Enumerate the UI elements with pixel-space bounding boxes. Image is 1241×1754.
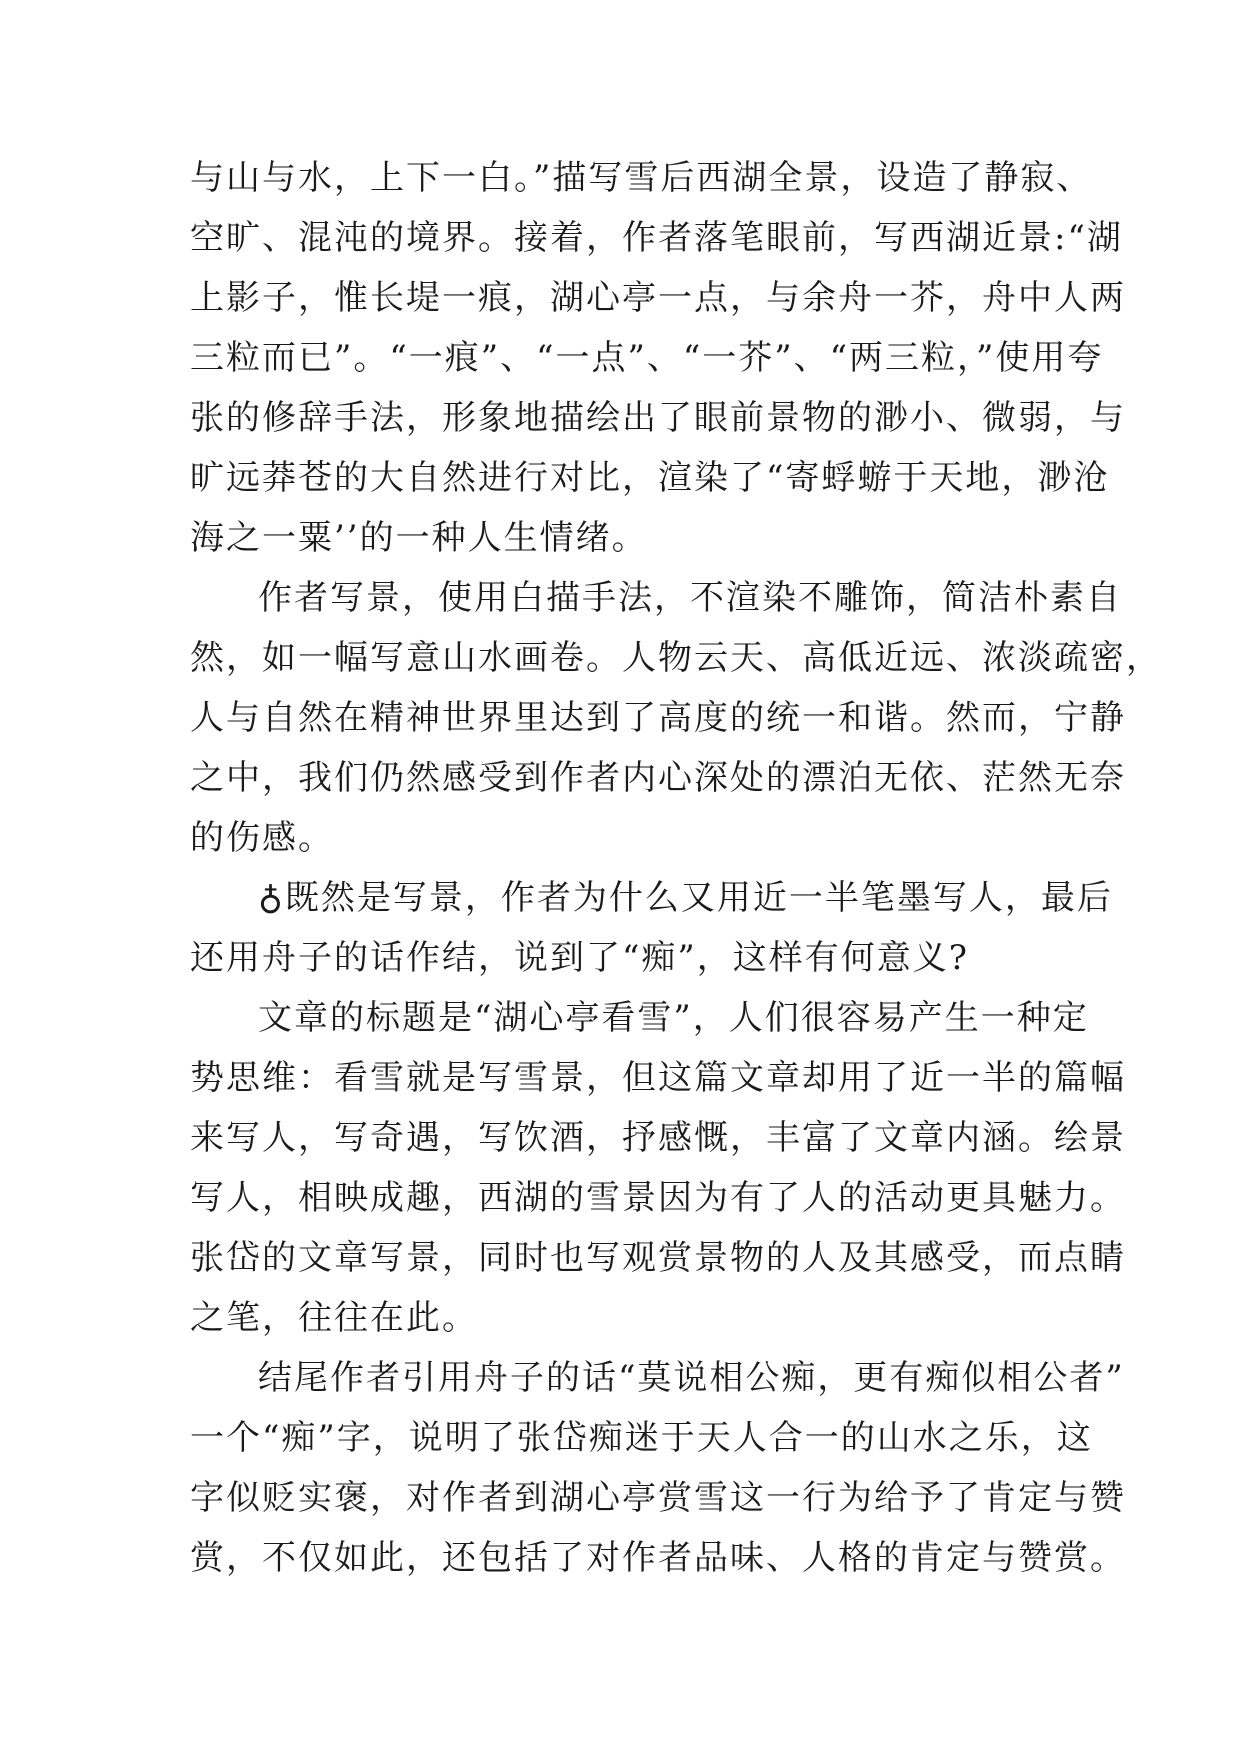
paragraph-first-line: 结尾作者引用舟子的话“莫说相公痴，更有痴似相公者” [258, 1358, 1125, 1398]
text-line: 来写人，写奇遇，写饮酒，抒感慨，丰富了文章内涵。绘景 [190, 1118, 1126, 1158]
article-body [190, 148, 1162, 1588]
text-line: 人与自然在精神世界里达到了高度的统一和谐。然而，宁静 [190, 698, 1126, 738]
text-line: 空旷、混沌的境界。接着，作者落笔眼前，写西湖近景:“湖 [190, 218, 1123, 258]
text-line: 张的修辞手法，形象地描绘出了眼前景物的渺小、微弱，与 [190, 398, 1126, 438]
text-line: 上影子，惟长堤一痕，湖心亭一点，与余舟一芥，舟中人两 [190, 278, 1126, 318]
paragraph-first-line: 作者写景，使用白描手法，不渲染不雕饰，简洁朴素自 [258, 578, 1122, 618]
text-line: 赏，不仅如此，还包括了对作者品味、人格的肯定与赞赏。 [190, 1538, 1126, 1578]
text-line: 之笔，往往在此。 [190, 1298, 478, 1338]
paragraph-first-line: 文章的标题是“湖心亭看雪”，人们很容易产生一种定 [258, 998, 1089, 1038]
text-line: 的伤感。 [190, 818, 334, 858]
text-line: 之中，我们仍然感受到作者内心深处的漂泊无依、茫然无奈 [190, 758, 1126, 798]
text-line: 字似贬实褒，对作者到湖心亭赏雪这一行为给予了肯定与赞 [190, 1478, 1126, 1518]
text-line: 三粒而已”。“一痕”、“一点”、“一芥”、“两三粒，”使用夸 [190, 338, 1104, 378]
question-line: ♁既然是写景，作者为什么又用近一半笔墨写人，最后 [258, 878, 1113, 918]
text-line: 与山与水，上下一白。”描写雪后西湖全景，设造了静寂、 [190, 158, 1093, 198]
text-line: 张岱的文章写景，同时也写观赏景物的人及其感受，而点睛 [190, 1238, 1126, 1278]
text-line: 然，如一幅写意山水画卷。人物云天、高低近远、浓淡疏密， [190, 638, 1162, 678]
text-line: 还用舟子的话作结，说到了“痴”，这样有何意义? [190, 938, 969, 978]
text-line: 写人，相映成趣，西湖的雪景因为有了人的活动更具魅力。 [190, 1178, 1126, 1218]
text-line: 海之一粟’’的一种人生情绪。 [190, 518, 648, 558]
text-line: 一个“痴”字，说明了张岱痴迷于天人合一的山水之乐，这 [190, 1418, 1093, 1458]
text-line: 旷远莽苍的大自然进行对比，渲染了“寄蜉蝣于天地，渺沧 [190, 458, 1110, 498]
text-line: 势思维：看雪就是写雪景，但这篇文章却用了近一半的篇幅 [190, 1058, 1126, 1098]
